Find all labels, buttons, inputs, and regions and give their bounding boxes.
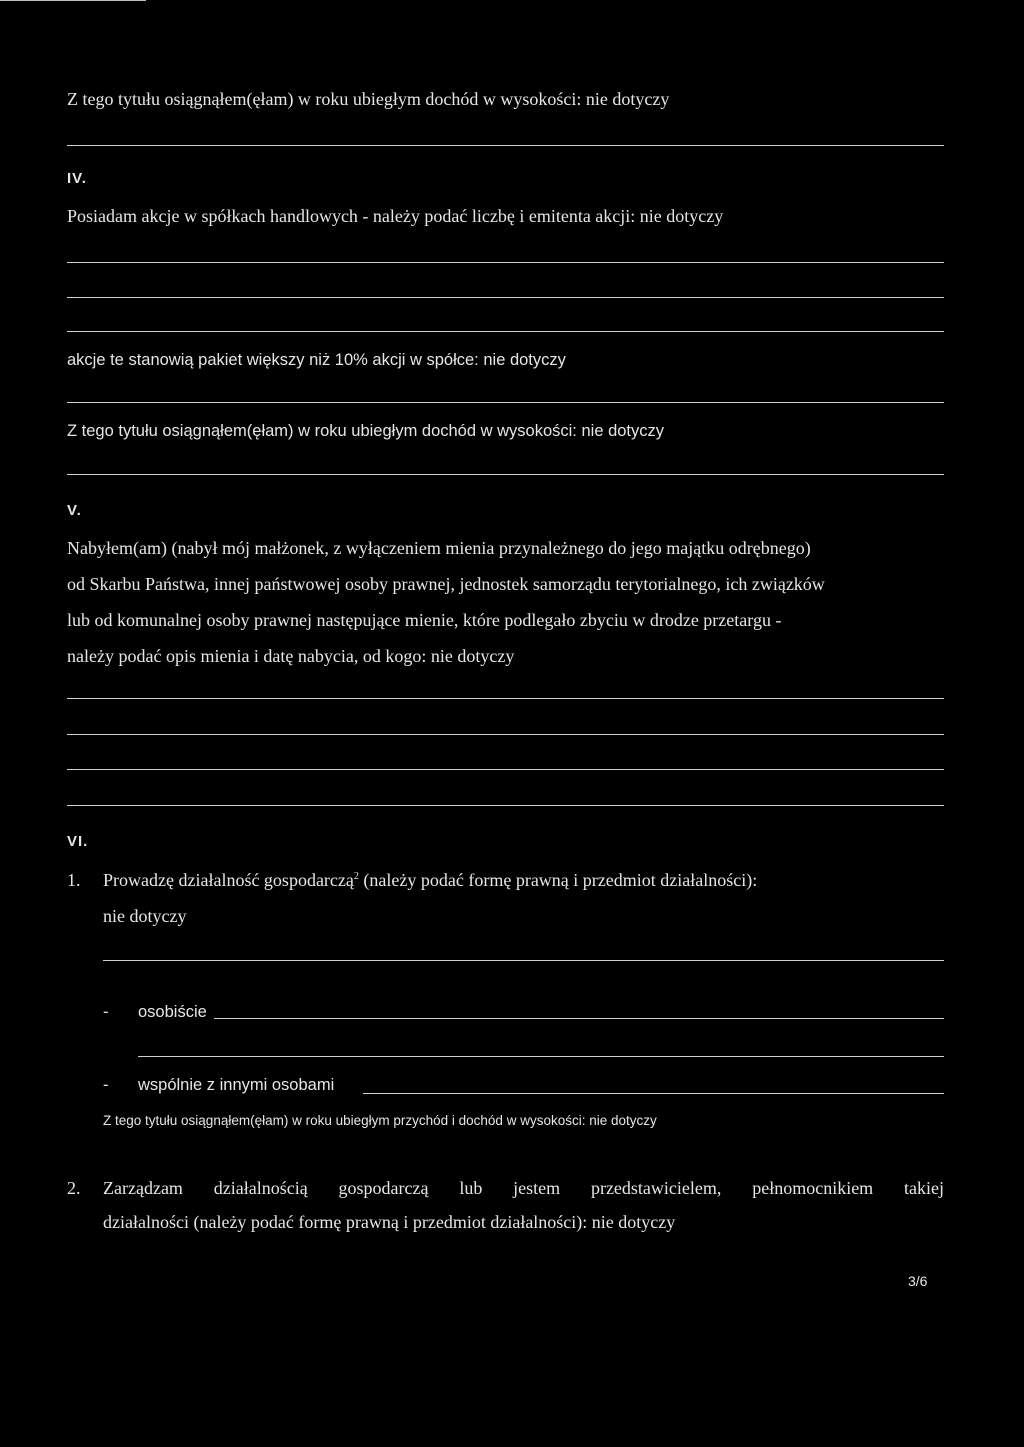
- prev-income-line: Z tego tytułu osiągnąłem(ęłam) w roku ubiegłym dochód w wysokości: nie dotyczy: [67, 89, 670, 109]
- business-question-text: Prowadzę działalność gospodarczą: [103, 870, 354, 890]
- acquisition-line-4: należy podać opis mienia i datę nabycia, od kogo: nie dotyczy: [67, 646, 515, 666]
- business-question: [103, 869, 757, 891]
- top-edge-rule: [0, 0, 146, 1]
- footnote-marker: 2: [353, 871, 359, 882]
- business-answer: nie dotyczy: [103, 906, 187, 926]
- shares-question: Posiadam akcje w spółkach handlowych - należy podać liczbę i emitenta akcji: nie dotyczy: [67, 206, 724, 226]
- answer-rule: [67, 402, 944, 403]
- section-vi-heading: VI.: [67, 833, 89, 850]
- answer-rule: [67, 474, 944, 475]
- section-v-heading: V.: [67, 502, 82, 519]
- personal-dash: -: [103, 1003, 109, 1021]
- answer-rule: [138, 1056, 944, 1057]
- joint-label: wspólnie z innymi osobami: [138, 1076, 335, 1094]
- joint-dash: -: [103, 1076, 109, 1094]
- section-iv-heading: IV.: [67, 170, 87, 187]
- management-line-1: Zarządzam działalnością gospodarczą lub jestem przedstawicielem, pełnomocnikiem takiej: [103, 1178, 944, 1198]
- answer-rule: [67, 262, 944, 263]
- acquisition-line-2: od Skarbu Państwa, innej państwowej osoby prawnej, jednostek samorządu terytorialnego, ich związków: [67, 574, 825, 594]
- business-item-number: 1.: [67, 870, 81, 890]
- answer-rule: [67, 769, 944, 770]
- answer-rule: [67, 805, 944, 806]
- answer-rule: [67, 145, 944, 146]
- answer-rule: [67, 734, 944, 735]
- management-line-2: działalności (należy podać formę prawną i przedmiot działalności): nie dotyczy: [103, 1212, 676, 1232]
- personal-label: osobiście: [138, 1003, 207, 1021]
- business-income-line: Z tego tytułu osiągnąłem(ęłam) w roku ubiegłym przychód i dochód w wysokości: nie dotyczy: [103, 1113, 657, 1128]
- answer-rule: [363, 1093, 944, 1094]
- acquisition-line-1: Nabyłem(am) (nabył mój małżonek, z wyłączeniem mienia przynależnego do jego majątku odrębnego): [67, 538, 811, 558]
- business-question-text-cont: (należy podać formę prawną i przedmiot działalności):: [358, 870, 758, 890]
- management-item-number: 2.: [67, 1178, 81, 1198]
- answer-rule: [67, 297, 944, 298]
- answer-rule: [214, 1018, 944, 1019]
- answer-rule: [103, 960, 944, 961]
- answer-rule: [67, 331, 944, 332]
- acquisition-line-3: lub od komunalnej osoby prawnej następujące mienie, które podlegało zbyciu w drodze przetargu -: [67, 610, 782, 630]
- answer-rule: [67, 698, 944, 699]
- page-number: 3/6: [908, 1273, 928, 1289]
- shares-income-line: Z tego tytułu osiągnąłem(ęłam) w roku ubiegłym dochód w wysokości: nie dotyczy: [67, 422, 665, 440]
- package-question: akcje te stanowią pakiet większy niż 10% akcji w spółce: nie dotyczy: [67, 351, 566, 369]
